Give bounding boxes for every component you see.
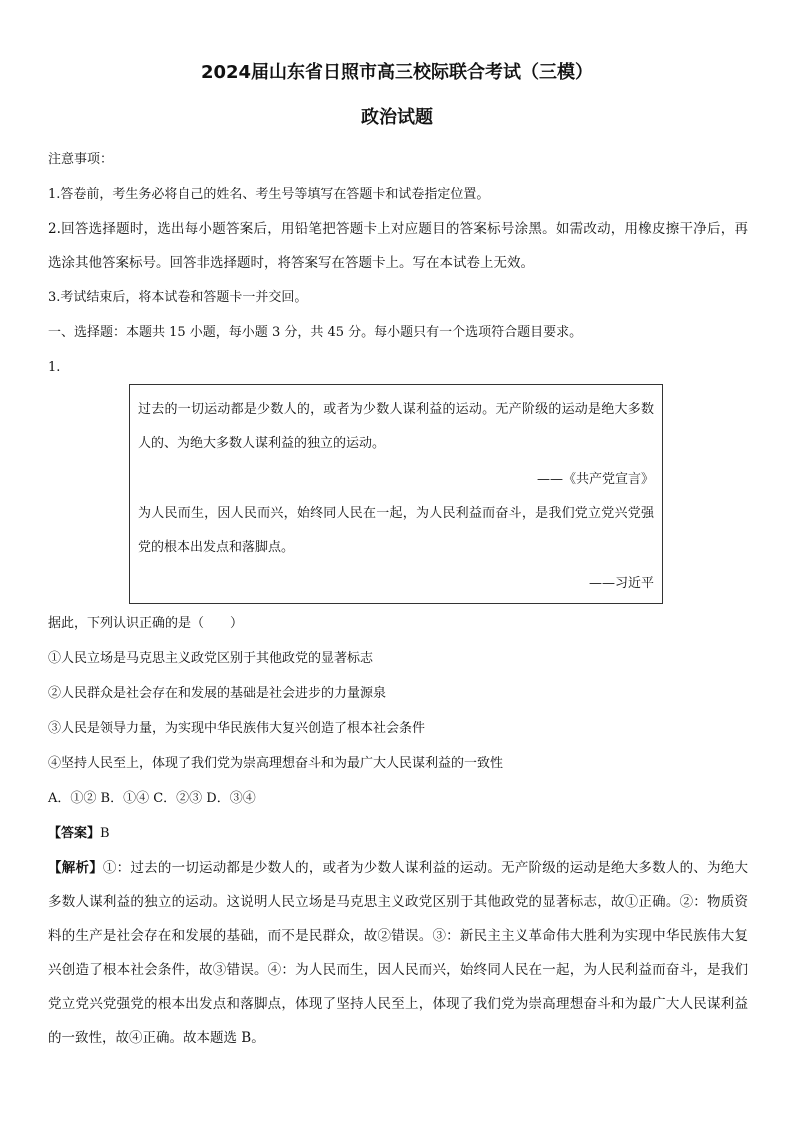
exam-subtitle: 政治试题 (361, 107, 433, 128)
analysis-label: 【解析】 (48, 860, 103, 876)
statement-2: ②人民群众是社会存在和发展的基础是社会进步的力量源泉 (48, 686, 387, 701)
answer-value: B (100, 826, 110, 841)
exam-title: 2024届山东省日照市高三校际联合考试（三模） (200, 62, 594, 83)
statement-4: ④坚持人民至上，体现了我们党为崇高理想奋斗和为最广大人民谋利益的一致性 (48, 756, 504, 771)
quote-box (129, 384, 663, 604)
notice-item-1: 1.答卷前，考生务必将自己的姓名、考生号等填写在答题卡和试卷指定位置。 (48, 187, 490, 202)
notice-item-2: 2.回答选择题时，选出每小题答案后，用铅笔把答题卡上对应题目的答案标号涂黑。如需改动，用橡皮擦干净后，再选涂其他答案标号。回答非选择题时，将答案写在答题卡上。写在本试卷上无效。 (48, 221, 748, 271)
analysis-paragraph (48, 851, 748, 1055)
quote-text-1: 过去的一切运动都是少数人的，或者为少数人谋利益的运动。无产阶级的运动是绝大多数人的、为绝大多数人谋利益的独立的运动。 (138, 402, 654, 451)
quote-text-2: 为人民而生，因人民而兴，始终同人民在一起，为人民利益而奋斗，是我们党立党兴党强党的根本出发点和落脚点。 (138, 506, 654, 555)
question-number: 1. (48, 360, 61, 375)
notice-heading: 注意事项： (48, 152, 114, 167)
answer-label: 【答案】 (48, 826, 101, 841)
answer-line (48, 824, 110, 844)
notice-item-3: 3.考试结束后，将本试卷和答题卡一并交回。 (48, 290, 308, 305)
section-heading: 一、选择题：本题共 15 小题，每小题 3 分，共 45 分。每小题只有一个选项符合题目要求。 (48, 325, 583, 340)
question-prompt: 据此，下列认识正确的是（ ） (48, 616, 244, 631)
quote-source-2: ——习近平 (588, 576, 654, 591)
answer-options: A．①② B．①④ C．②③ D．③④ (48, 791, 256, 806)
statement-1: ①人民立场是马克思主义政党区别于其他政党的显著标志 (48, 651, 374, 666)
analysis-text: ①：过去的一切运动都是少数人的，或者为少数人谋利益的运动。无产阶级的运动是绝大多数人的、为绝大多数人谋利益的独立的运动。这说明人民立场是马克思主义政党区别于其他政党的显著标志，故①正确。②：物质资料的生产是社会存在和发展的基础，而不是民群众，故②错误。③：新民主主义革命伟大胜利为实现中华民族伟大复兴创造了根本社会条件，故③错误。④：为人民而生，因人民而兴，始终同人民在一起，为人民利益而奋斗，是我们党立党兴党强党的根本出发点和落脚点，体现了坚持人民至上，体现了我们党为崇高理想奋斗和为最广大人民谋利益的一致性，故④正确。故本题选 B。 (48, 860, 749, 1046)
quote-source-1: ——《共产党宣言》 (536, 472, 654, 487)
statement-3: ③人民是领导力量，为实现中华民族伟大复兴创造了根本社会条件 (48, 721, 426, 736)
